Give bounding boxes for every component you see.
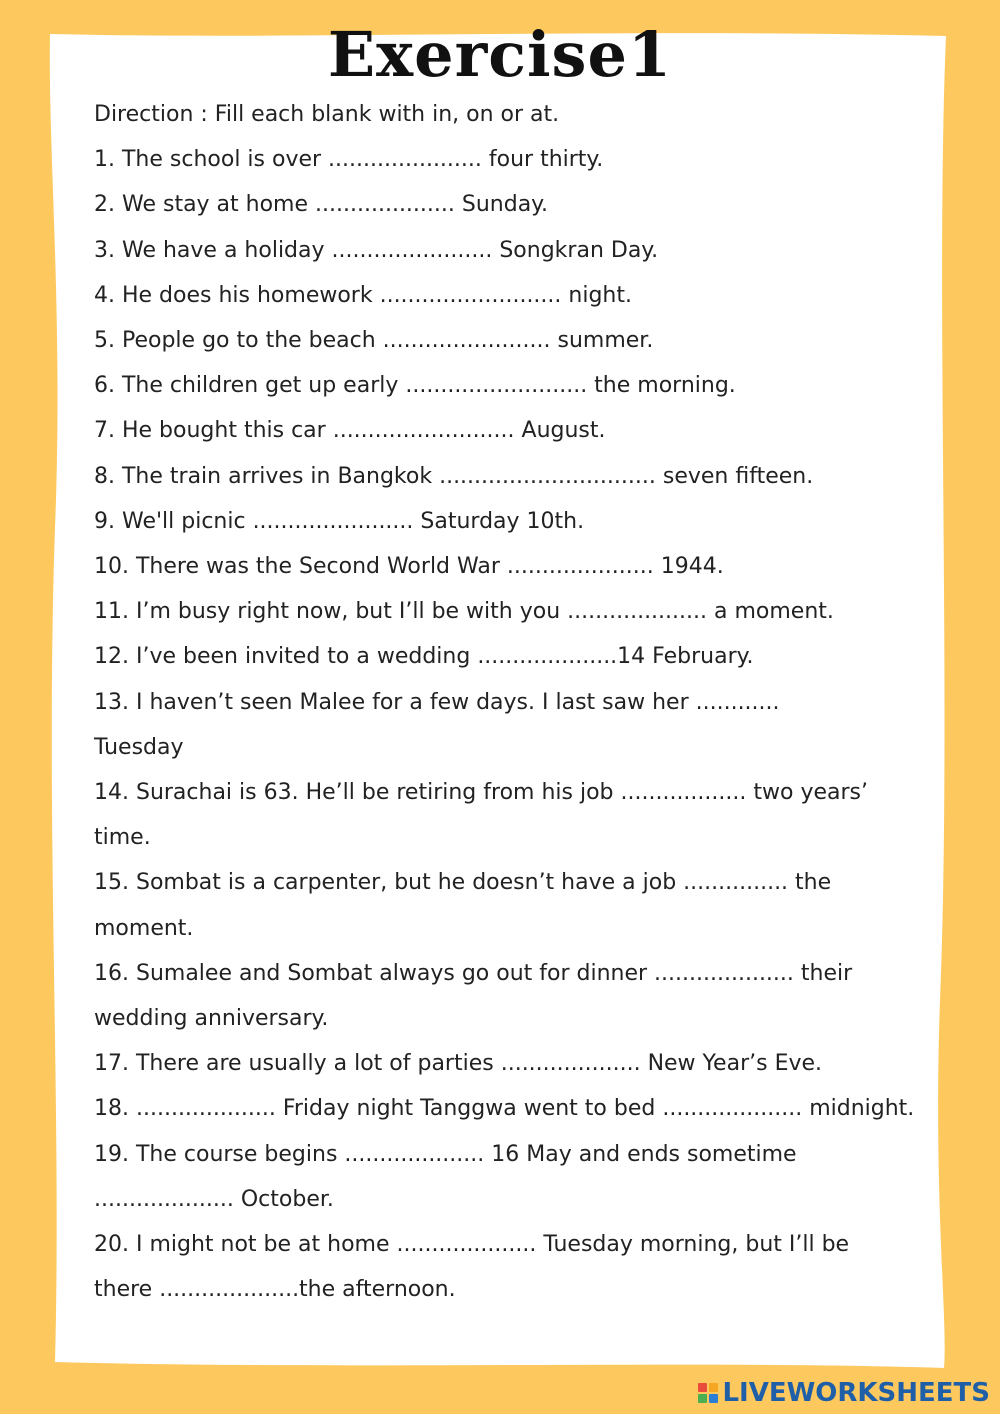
exercise-line: 2. We stay at home .................... Sunday. — [94, 192, 549, 218]
exercise-line: 4. He does his homework .......................... night. — [94, 282, 632, 308]
exercise-line: moment. — [94, 915, 194, 941]
exercise-line: 11. I’m busy right now, but I’ll be with you .................... a moment. — [94, 599, 834, 625]
exercise-line: 5. People go to the beach ........................ summer. — [94, 328, 654, 354]
direction-text: Direction : Fill each blank with in, on or at. — [94, 102, 560, 127]
exercise-line: 12. I’ve been invited to a wedding ....................14 February. — [94, 644, 754, 670]
liveworksheets-logo[interactable] — [698, 1378, 990, 1408]
exercise-line: 17. There are usually a lot of parties .................... New Year’s Eve. — [94, 1051, 823, 1077]
exercise-line: 7. He bought this car .......................... August. — [94, 418, 606, 444]
exercise-line: 13. I haven’t seen Malee for a few days. I last saw her ............ — [94, 689, 780, 715]
exercise-line: 14. Surachai is 63. He’ll be retiring from his job .................. two years’ — [94, 780, 868, 806]
exercise-line: 8. The train arrives in Bangkok ............................... seven fifteen. — [94, 463, 814, 489]
liveworksheets-logo-icon — [698, 1383, 718, 1403]
page-title: Exercise1 — [327, 18, 673, 91]
exercise-line: Tuesday — [94, 734, 184, 760]
exercise-content — [94, 92, 924, 1312]
exercise-line: 9. We'll picnic ....................... Saturday 10th. — [94, 508, 585, 534]
exercise-line: 18. .................... Friday night Tanggwa went to bed .................... midnight. — [94, 1096, 915, 1122]
exercise-line: time. — [94, 825, 151, 851]
exercise-line: .................... October. — [94, 1186, 334, 1212]
exercise-line: 1. The school is over ...................... four thirty. — [94, 147, 604, 173]
exercise-line: 6. The children get up early .......................... the morning. — [94, 373, 736, 399]
exercise-line: 10. There was the Second World War ..................... 1944. — [94, 554, 724, 580]
exercise-line: there ....................the afternoon. — [94, 1277, 456, 1303]
exercise-line: 20. I might not be at home .................... Tuesday morning, but I’ll be — [94, 1232, 850, 1258]
logo-text: LIVEWORKSHEETS — [722, 1378, 990, 1408]
exercise-line: 15. Sombat is a carpenter, but he doesn’t have a job ............... the — [94, 870, 832, 896]
exercise-line: 16. Sumalee and Sombat always go out for dinner .................... their — [94, 960, 853, 986]
exercise-line: 19. The course begins .................... 16 May and ends sometime — [94, 1141, 797, 1167]
exercise-line: 3. We have a holiday ....................... Songkran Day. — [94, 237, 659, 263]
exercise-line: wedding anniversary. — [94, 1006, 329, 1032]
